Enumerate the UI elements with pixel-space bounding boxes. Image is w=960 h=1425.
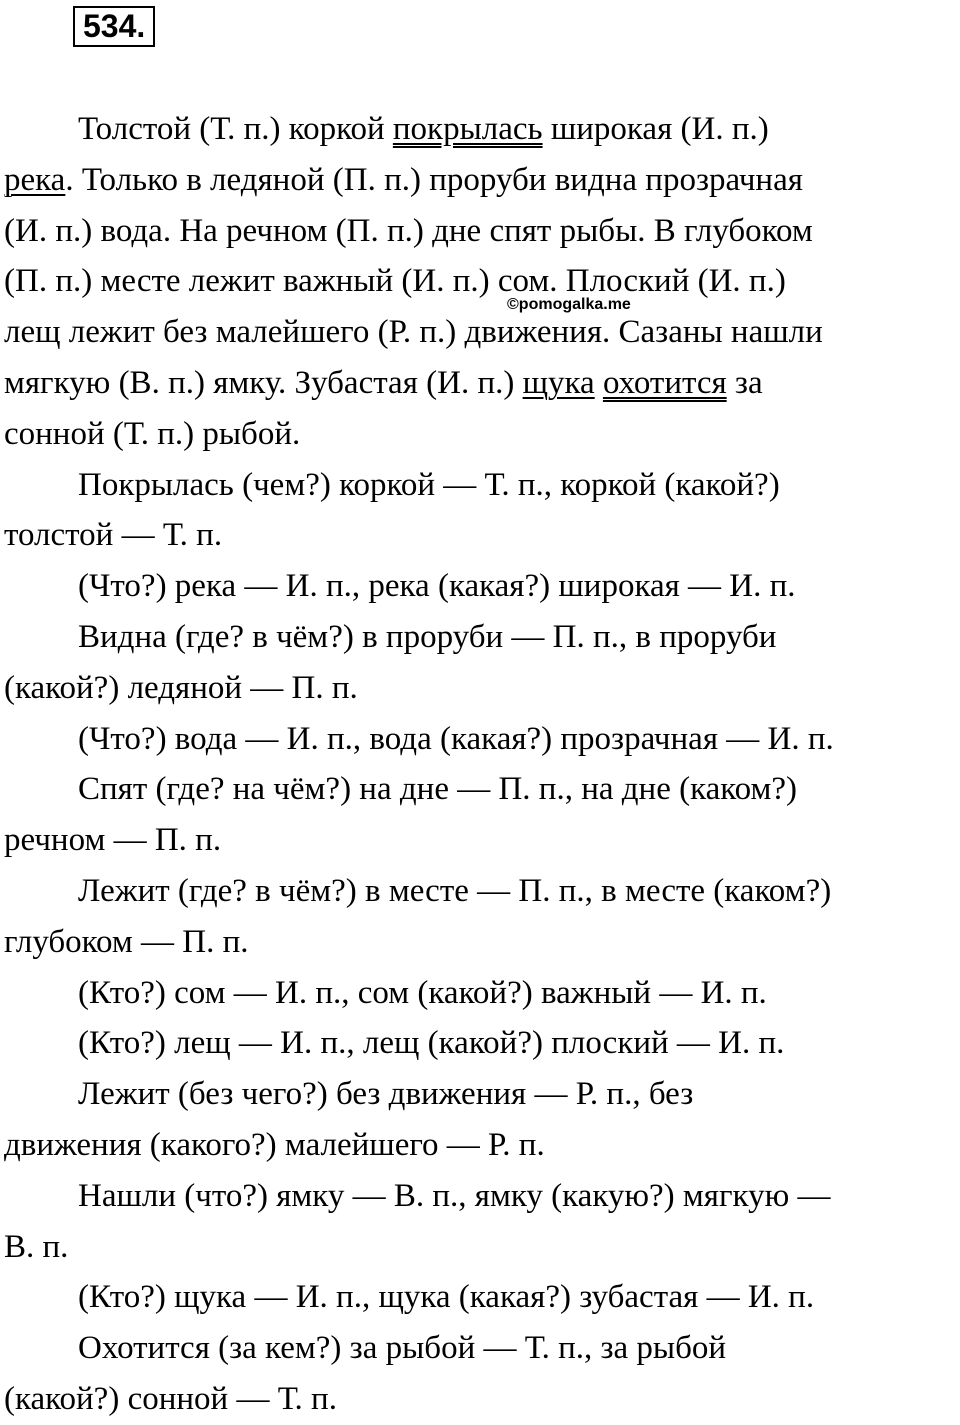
text-segment: широкая (И. п.) [542,111,769,147]
text-segment: мягкую (В. п.) ямку. Зубастая (И. п.) [4,364,523,401]
text-line: Покрылась (чем?) коркой — Т. п., коркой (какой?) [78,466,780,503]
watermark: ©pomogalka.me [507,296,631,313]
text-line: Видна (где? в чём?) в проруби — П. п., в проруби [78,618,777,655]
text-line: (Кто?) щука — И. п., щука (какая?) зубастая — И. п. [78,1279,815,1316]
text-line: (П. п.) месте лежит важный (И. п.) сом. Плоский (И. п.) [4,263,786,300]
exercise-number: 534. [73,6,155,47]
text-line [4,104,956,155]
text-line [4,358,956,409]
text-line: (И. п.) вода. На речном (П. п.) дне спят рыбы. В глубоком [4,212,813,249]
text-line: речном — П. п. [4,822,222,859]
text-line: Охотится (за кем?) за рыбой — Т. п., за рыбой [78,1330,727,1367]
text-line: Спят (где? на чём?) на дне — П. п., на дне (каком?) [78,771,798,808]
text-segment: Толстой (Т. п.) коркой [78,111,393,147]
text-line: (Что?) река — И. п., река (какая?) широкая — И. п. [78,568,796,605]
text-line: (Кто?) сом — И. п., сом (какой?) важный — И. п. [78,974,767,1011]
text-line: сонной (Т. п.) рыбой. [4,415,301,452]
text-line: (какой?) ледяной — П. п. [4,669,358,706]
subject-word: река [4,161,66,198]
text-line: (Что?) вода — И. п., вода (какая?) прозрачная — И. п. [78,720,834,757]
text-line: движения (какого?) малейшего — Р. п. [4,1126,545,1163]
exercise-text [4,104,956,1425]
text-segment: за [726,364,763,401]
text-line [4,155,956,206]
text-line: Лежит (где? в чём?) в месте — П. п., в месте (каком?) [78,872,832,909]
text-line: (какой?) сонной — Т. п. [4,1380,337,1417]
subject-word: щука [522,364,595,401]
text-segment: . Только в ледяной (П. п.) проруби видна прозрачная [65,161,803,198]
text-line: лещ лежит без малейшего (Р. п.) движения. Сазаны нашли [4,314,823,351]
predicate-word: охотится [602,364,727,401]
text-line: (Кто?) лещ — И. п., лещ (какой?) плоский — И. п. [78,1025,785,1062]
predicate-word: покрылась [392,111,543,147]
text-line: толстой — Т. п. [4,517,223,554]
text-line: Лежит (без чего?) без движения — Р. п., без [78,1076,694,1113]
text-line: Нашли (что?) ямку — В. п., ямку (какую?) мягкую — [78,1177,831,1214]
text-line: В. п. [4,1228,69,1265]
text-segment [595,365,603,401]
text-line: глубоком — П. п. [4,923,249,960]
